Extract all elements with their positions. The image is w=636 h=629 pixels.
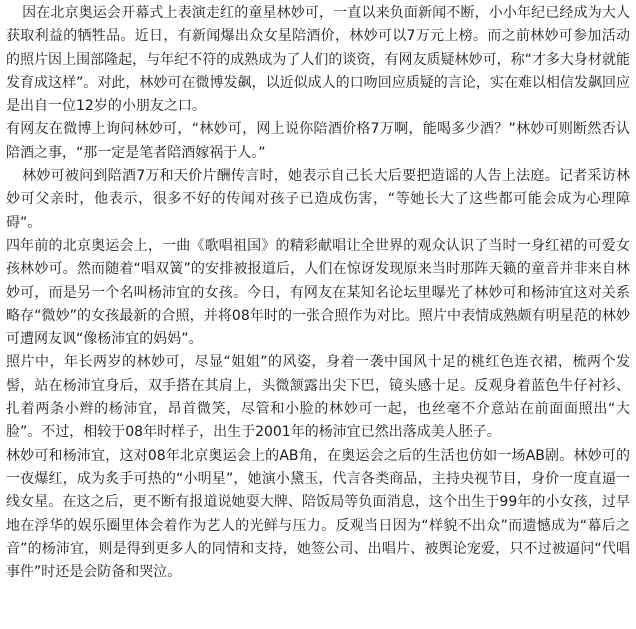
article-paragraph-6: 林妙可和杨沛宜，这对08年北京奥运会上的AB角，在奥运会之后的生活也仿如一场AB剧。林妙可的一夜爆红，成为炙手可热的“小明星”，她演小黛玉，代言各类商品，主持央视节目，身价一度直逼一线女星。在这之后，更不断有报道说她耍大牌、陪饭局等负面消息，这个出生于99年的小女孩，过早地在浮华的娱乐圈里体会着作为艺人的光鲜与压力。反观当日因为“样貌不出众”而遗憾成为“幕后之音”的杨沛宜，则是得到更多人的同情和支持，她签公司、出唱片、被舆论宠爱，只不过被逼问“代唱事件”时还是会防备和哭泣。 (6, 447, 630, 581)
article-paragraph-2: 有网友在微博上询问林妙可，“林妙可，网上说你陪酒价格7万啊，能喝多少酒？”林妙可则断然否认陪酒之事，“那一定是笔者陪酒嫁祸于人。” (6, 121, 630, 161)
article-paragraph-1: 因在北京奥运会开幕式上表演走红的童星林妙可，一直以来负面新闻不断，小小年纪已经成为大人获取利益的牺牲品。近日，有新闻爆出众女星陪酒价，林妙可以7万元上榜。而之前林妙可参加活动的照片因上围部隆起，与年纪不符的成熟成为了人们的谈资，有网友质疑林妙可，称“才多大身材就能发育成这样”。对此，林妙可在微博发飙，以近似成人的口吻回应质疑的言论，实在难以相信发飙回应是出自一位12岁的小朋友之口。 (6, 5, 630, 115)
article-paragraph-4: 四年前的北京奥运会上，一曲《歌唱祖国》的精彩献唱让全世界的观众认识了当时一身红裙的可爱女孩林妙可。然而随着“唱双簧”的安排被报道后，人们在惊讶发现原来当时那阵天籁的童音并非来自林妙可，而是另一个名叫杨沛宜的女孩。今日，有网友在某知名论坛里曝光了林妙可和杨沛宜这对关系略存“微妙”的女孩最新的合照，并将08年时的一张合照作为对比。照片中表情成熟颇有明星范的林妙可遭网友讽“像杨沛宜的妈妈”。 (6, 237, 630, 348)
article-paragraph-3: 林妙可被问到陪酒7万和天价片酬传言时，她表示自己长大后要把造谣的人告上法庭。记者采访林妙可父亲时，他表示，很多不好的传闻对孩子已造成伤害，“等她长大了这些都可能会成为心理障碍”。 (6, 168, 630, 231)
article-paragraph-5: 照片中，年长两岁的林妙可，尽显“姐姐”的风姿，身着一袭中国风十足的桃红色连衣裙，梳两个发髻，站在杨沛宜身后，双手搭在其肩上，头微颔露出尖下巴，镜头感十足。反观身着蓝色牛仔衬衫、扎着两条小辫的杨沛宜，昂首微笑，尽管和小脸的林妙可一起，也丝毫不介意站在前面面照出“大脸”。不过，相较于08年时样子，出生于2001年的杨沛宜已然出落成美人胚子。 (6, 354, 630, 441)
